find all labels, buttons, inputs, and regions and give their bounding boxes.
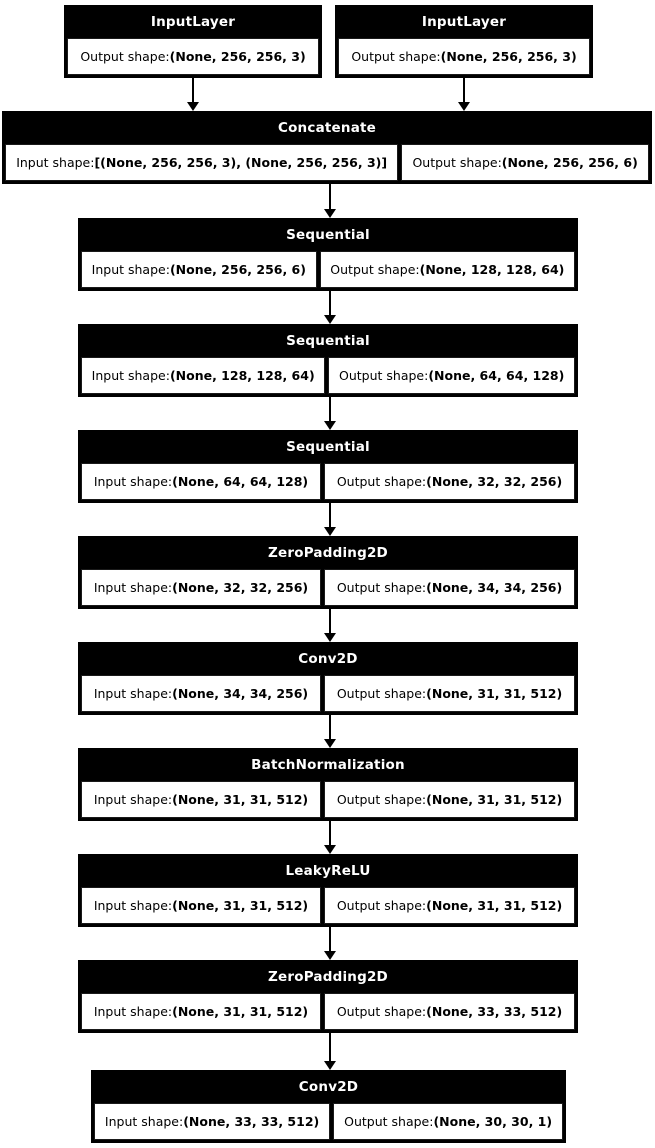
node-sequential-3 (78, 430, 578, 503)
layer-type-label: InputLayer (150, 13, 236, 30)
layer-type-label: Sequential (286, 226, 370, 243)
flow-arrow-sequential2-to-sequential3 (324, 397, 336, 430)
shape-value: (None, 33, 33, 512) (183, 1114, 320, 1129)
arrowhead-icon (458, 102, 470, 111)
flow-arrow-zeropadding2-to-conv2d2 (324, 1033, 336, 1070)
shape-label: Output shape: (344, 1114, 434, 1129)
output-shape-cell (324, 569, 575, 606)
shape-label: Output shape: (338, 368, 429, 383)
layer-type-label: BatchNormalization (251, 756, 405, 773)
shape-label: Input shape: (16, 155, 95, 170)
shape-value: [(None, 256, 256, 3), (None, 256, 256, 3)] (94, 155, 388, 170)
node-inputlayer-2 (335, 5, 593, 78)
flow-arrow-sequential1-to-sequential2 (324, 291, 336, 324)
arrowhead-icon (324, 633, 336, 642)
shape-value: (None, 31, 31, 512) (426, 686, 563, 701)
shape-label: Input shape: (93, 580, 173, 595)
input-shape-cell (81, 675, 321, 712)
shape-label: Output shape: (336, 686, 427, 701)
flow-arrow-concatenate-to-sequential1 (324, 184, 336, 218)
shape-label: Output shape: (336, 792, 427, 807)
flow-arrow-sequential3-to-zeropadding1 (324, 503, 336, 536)
layer-type-label: ZeroPadding2D (268, 968, 388, 985)
shape-value: (None, 31, 31, 512) (426, 792, 563, 807)
arrowhead-icon (324, 421, 336, 430)
input-shape-cell (81, 569, 321, 606)
arrowhead-icon (324, 845, 336, 854)
shape-value: (None, 128, 128, 64) (169, 368, 315, 383)
shape-value: (None, 64, 64, 128) (428, 368, 565, 383)
arrowhead-icon (324, 1061, 336, 1070)
shape-label: Output shape: (330, 262, 420, 277)
output-shape-cell (67, 38, 319, 75)
shape-value: (None, 256, 256, 6) (501, 155, 638, 170)
output-shape-cell (324, 887, 575, 924)
shape-value: (None, 256, 256, 3) (169, 49, 306, 64)
output-shape-cell (320, 251, 575, 288)
shape-value: (None, 32, 32, 256) (426, 474, 563, 489)
shape-value: (None, 31, 31, 512) (172, 898, 309, 913)
flow-arrow-leakyrelu-to-zeropadding2 (324, 927, 336, 960)
input-shape-cell (81, 357, 325, 394)
shape-label: Output shape: (336, 474, 427, 489)
arrowhead-icon (324, 209, 336, 218)
shape-label: Input shape: (91, 262, 170, 277)
arrowhead-icon (324, 527, 336, 536)
shape-value: (None, 33, 33, 512) (426, 1004, 563, 1019)
flow-arrow-zeropadding1-to-conv2d1 (324, 609, 336, 642)
arrowhead-icon (187, 102, 199, 111)
layer-type-label: InputLayer (421, 13, 507, 30)
shape-label: Input shape: (93, 1004, 173, 1019)
layer-type-label: Concatenate (277, 119, 377, 136)
flow-arrow-inputlayer2-to-concatenate (458, 78, 470, 111)
flow-arrow-batchnorm-to-leakyrelu (324, 821, 336, 854)
output-shape-cell (401, 144, 649, 181)
shape-label: Input shape: (93, 792, 173, 807)
arrowhead-icon (324, 739, 336, 748)
shape-label: Output shape: (336, 1004, 427, 1019)
node-sequential-2 (78, 324, 578, 397)
input-shape-cell (81, 887, 321, 924)
node-concatenate (2, 111, 652, 184)
shape-label: Input shape: (93, 686, 173, 701)
layer-type-label: Sequential (286, 438, 370, 455)
layer-type-label: Sequential (286, 332, 370, 349)
flow-arrow-conv2d1-to-batchnorm (324, 715, 336, 748)
layer-type-label: LeakyReLU (285, 862, 371, 879)
shape-value: (None, 31, 31, 512) (172, 792, 309, 807)
shape-label: Output shape: (80, 49, 170, 64)
node-zeropadding2d-1 (78, 536, 578, 609)
shape-label: Output shape: (336, 580, 427, 595)
node-conv2d-1 (78, 642, 578, 715)
shape-value: (None, 256, 256, 6) (169, 262, 306, 277)
shape-label: Input shape: (93, 898, 173, 913)
input-shape-cell (81, 781, 321, 818)
arrowhead-icon (324, 951, 336, 960)
node-batchnormalization (78, 748, 578, 821)
node-leakyrelu (78, 854, 578, 927)
input-shape-cell (81, 993, 321, 1030)
shape-value: (None, 128, 128, 64) (419, 262, 565, 277)
output-shape-cell (324, 781, 575, 818)
shape-label: Input shape: (104, 1114, 184, 1129)
shape-label: Output shape: (351, 49, 441, 64)
output-shape-cell (338, 38, 590, 75)
shape-value: (None, 34, 34, 256) (172, 686, 309, 701)
shape-value: (None, 32, 32, 256) (172, 580, 309, 595)
shape-value: (None, 256, 256, 3) (440, 49, 577, 64)
output-shape-cell (324, 463, 575, 500)
node-inputlayer-1 (64, 5, 322, 78)
node-zeropadding2d-2 (78, 960, 578, 1033)
input-shape-cell (81, 251, 317, 288)
node-sequential-1 (78, 218, 578, 291)
shape-value: (None, 34, 34, 256) (426, 580, 563, 595)
flow-arrow-inputlayer1-to-concatenate (187, 78, 199, 111)
layer-type-label: ZeroPadding2D (268, 544, 388, 561)
shape-value: (None, 31, 31, 512) (172, 1004, 309, 1019)
input-shape-cell (94, 1103, 330, 1140)
layer-type-label: Conv2D (298, 1078, 359, 1095)
shape-value: (None, 31, 31, 512) (426, 898, 563, 913)
output-shape-cell (324, 675, 575, 712)
input-shape-cell (5, 144, 398, 181)
input-shape-cell (81, 463, 321, 500)
output-shape-cell (333, 1103, 563, 1140)
shape-label: Input shape: (91, 368, 170, 383)
shape-label: Input shape: (93, 474, 173, 489)
arrowhead-icon (324, 315, 336, 324)
shape-label: Output shape: (336, 898, 427, 913)
output-shape-cell (324, 993, 575, 1030)
output-shape-cell (328, 357, 575, 394)
node-conv2d-2 (91, 1070, 566, 1143)
layer-type-label: Conv2D (298, 650, 358, 667)
shape-label: Output shape: (412, 155, 502, 170)
shape-value: (None, 30, 30, 1) (433, 1114, 553, 1129)
shape-value: (None, 64, 64, 128) (172, 474, 309, 489)
